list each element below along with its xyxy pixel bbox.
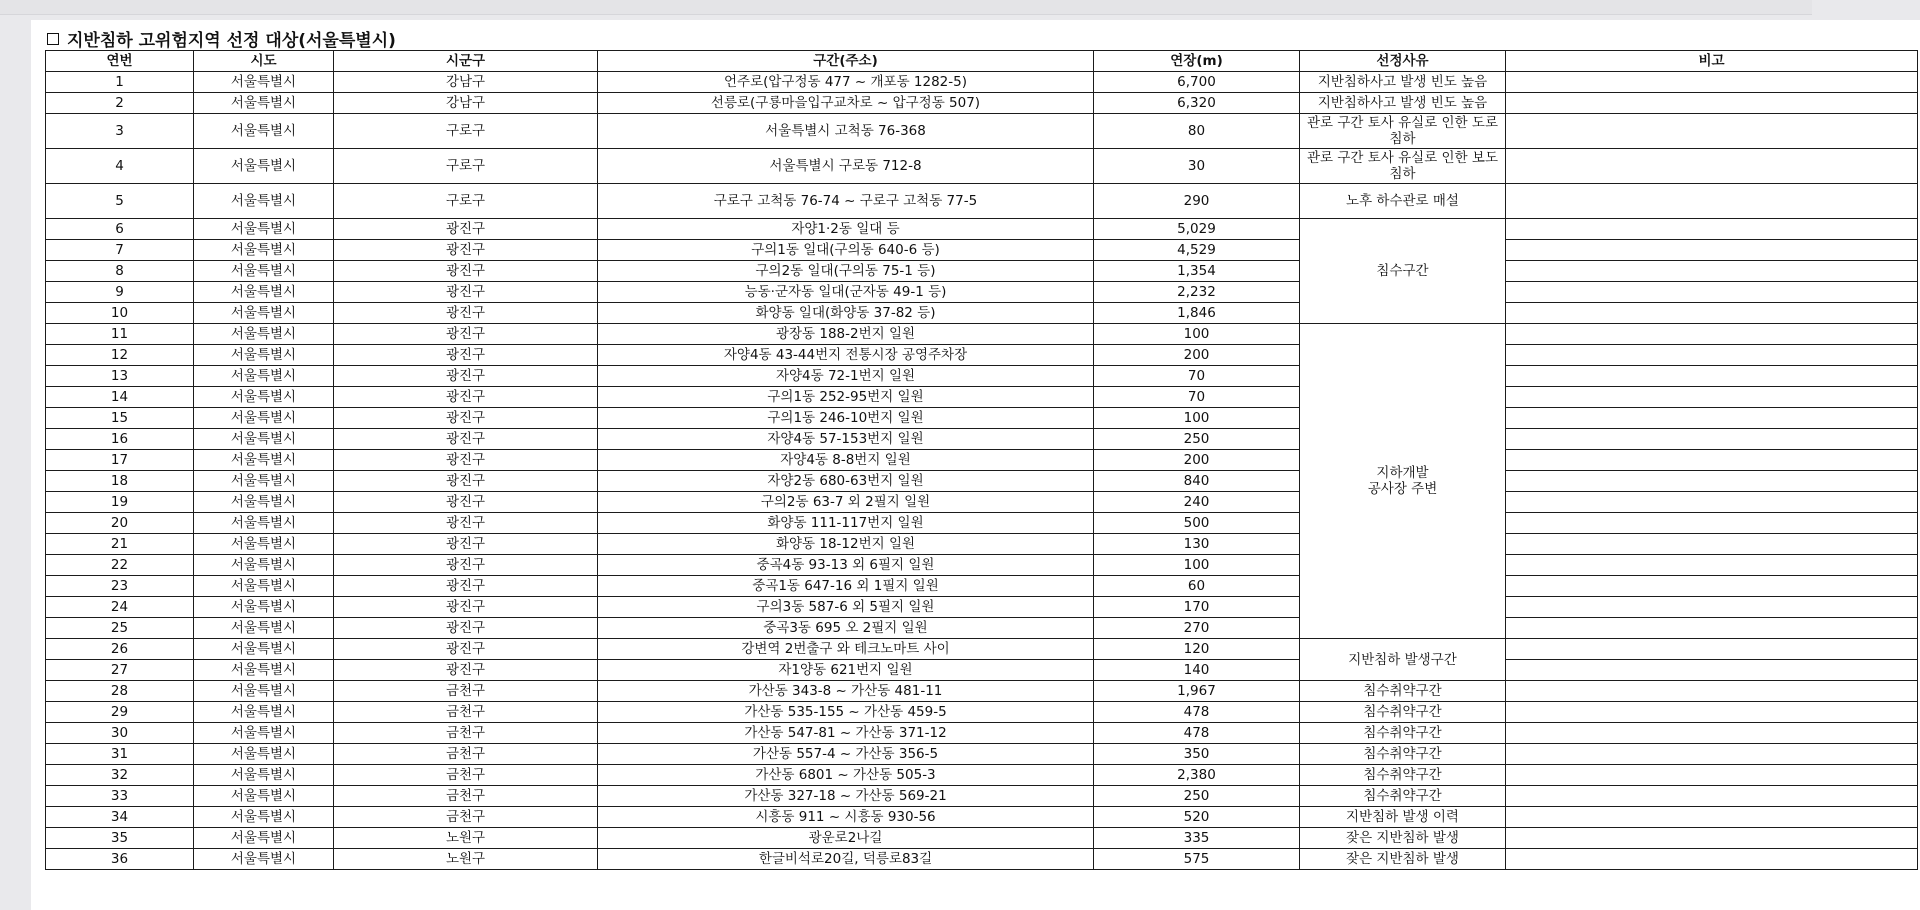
table-row [46,184,1918,219]
cell-sigungu: 금천구 [334,702,598,723]
cell-no: 10 [46,303,194,324]
cell-sido: 서울특별시 [194,429,334,450]
cell-note [1506,282,1918,303]
cell-sigungu: 구로구 [334,114,598,149]
cell-no: 17 [46,450,194,471]
cell-no: 34 [46,807,194,828]
cell-no: 14 [46,387,194,408]
cell-no: 27 [46,660,194,681]
cell-sido: 서울특별시 [194,345,334,366]
document-page [31,20,1920,910]
table-row [46,534,1918,555]
cell-no: 20 [46,513,194,534]
cell-note [1506,639,1918,660]
cell-note [1506,408,1918,429]
table-row [46,744,1918,765]
cell-length: 1,967 [1094,681,1300,702]
cell-sido: 서울특별시 [194,513,334,534]
cell-sido: 서울특별시 [194,492,334,513]
cell-no: 12 [46,345,194,366]
cell-section: 자양4동 57-153번지 일원 [598,429,1094,450]
cell-length: 250 [1094,786,1300,807]
cell-reason: 지하개발 공사장 주변 [1300,324,1506,639]
cell-section: 자양1·2동 일대 등 [598,219,1094,240]
table-row [46,723,1918,744]
cell-note [1506,744,1918,765]
cell-note [1506,429,1918,450]
cell-length: 170 [1094,597,1300,618]
header-no: 연번 [46,51,194,72]
table-row [46,639,1918,660]
cell-section: 광장동 188-2번지 일원 [598,324,1094,345]
cell-note [1506,219,1918,240]
cell-sigungu: 광진구 [334,429,598,450]
cell-sido: 서울특별시 [194,282,334,303]
cell-section: 시흥동 911 ~ 시흥동 930-56 [598,807,1094,828]
cell-sido: 서울특별시 [194,261,334,282]
cell-sigungu: 광진구 [334,450,598,471]
cell-section: 선릉로(구룡마을입구교차로 ~ 압구정동 507) [598,93,1094,114]
cell-sido: 서울특별시 [194,149,334,184]
table-row [46,660,1918,681]
cell-note [1506,807,1918,828]
cell-sigungu: 금천구 [334,786,598,807]
cell-length: 5,029 [1094,219,1300,240]
cell-length: 250 [1094,429,1300,450]
table-row [46,345,1918,366]
cell-sido: 서울특별시 [194,93,334,114]
cell-sido: 서울특별시 [194,534,334,555]
header-note: 비고 [1506,51,1918,72]
cell-note [1506,450,1918,471]
cell-section: 서울특별시 고척동 76-368 [598,114,1094,149]
cell-section: 자양4동 72-1번지 일원 [598,366,1094,387]
cell-section: 가산동 535-155 ~ 가산동 459-5 [598,702,1094,723]
cell-no: 24 [46,597,194,618]
table-row [46,149,1918,184]
table-row [46,828,1918,849]
checkbox-square-icon [47,33,59,45]
cell-sigungu: 구로구 [334,184,598,219]
cell-length: 1,354 [1094,261,1300,282]
table-row [46,597,1918,618]
cell-length: 70 [1094,366,1300,387]
cell-section: 구의2동 63-7 외 2필지 일원 [598,492,1094,513]
table-row [46,849,1918,870]
cell-note [1506,261,1918,282]
cell-note [1506,149,1918,184]
cell-sido: 서울특별시 [194,576,334,597]
cell-reason: 노후 하수관로 매설 [1300,184,1506,219]
cell-sido: 서울특별시 [194,184,334,219]
table-row [46,471,1918,492]
cell-reason: 지반침하사고 발생 빈도 높음 [1300,93,1506,114]
cell-section: 한글비석로20길, 덕릉로83길 [598,849,1094,870]
cell-section: 언주로(압구정동 477 ~ 개포동 1282-5) [598,72,1094,93]
cell-sigungu: 광진구 [334,261,598,282]
cell-sido: 서울특별시 [194,828,334,849]
cell-reason: 침수취약구간 [1300,786,1506,807]
cell-sido: 서울특별시 [194,807,334,828]
cell-note [1506,765,1918,786]
cell-reason: 관로 구간 토사 유실로 인한 도로 침하 [1300,114,1506,149]
cell-length: 2,232 [1094,282,1300,303]
cell-sido: 서울특별시 [194,744,334,765]
cell-sigungu: 금천구 [334,765,598,786]
cell-no: 28 [46,681,194,702]
header-length: 연장(m) [1094,51,1300,72]
cell-section: 중곡4동 93-13 외 6필지 일원 [598,555,1094,576]
cell-sigungu: 광진구 [334,345,598,366]
cell-no: 15 [46,408,194,429]
cell-note [1506,828,1918,849]
cell-sigungu: 광진구 [334,219,598,240]
table-row [46,93,1918,114]
cell-length: 130 [1094,534,1300,555]
document-title [47,26,396,51]
cell-note [1506,681,1918,702]
table-row [46,576,1918,597]
table-row [46,681,1918,702]
cell-note [1506,240,1918,261]
cell-no: 16 [46,429,194,450]
cell-no: 35 [46,828,194,849]
cell-note [1506,471,1918,492]
cell-sido: 서울특별시 [194,366,334,387]
cell-length: 240 [1094,492,1300,513]
table-row [46,702,1918,723]
cell-no: 36 [46,849,194,870]
cell-note [1506,492,1918,513]
cell-no: 19 [46,492,194,513]
cell-sido: 서울특별시 [194,849,334,870]
cell-note [1506,513,1918,534]
cell-length: 100 [1094,324,1300,345]
cell-sigungu: 금천구 [334,744,598,765]
cell-sigungu: 광진구 [334,555,598,576]
cell-section: 가산동 547-81 ~ 가산동 371-12 [598,723,1094,744]
table-row [46,492,1918,513]
cell-length: 100 [1094,555,1300,576]
cell-section: 구로구 고척동 76-74 ~ 구로구 고척동 77-5 [598,184,1094,219]
cell-section: 가산동 327-18 ~ 가산동 569-21 [598,786,1094,807]
cell-no: 7 [46,240,194,261]
cell-length: 100 [1094,408,1300,429]
cell-no: 31 [46,744,194,765]
cell-no: 1 [46,72,194,93]
cell-no: 4 [46,149,194,184]
cell-no: 30 [46,723,194,744]
table-row [46,807,1918,828]
cell-length: 350 [1094,744,1300,765]
cell-section: 중곡3동 695 오 2필지 일원 [598,618,1094,639]
cell-length: 478 [1094,702,1300,723]
table-row [46,240,1918,261]
cell-note [1506,723,1918,744]
cell-sigungu: 광진구 [334,576,598,597]
cell-no: 13 [46,366,194,387]
header-sido: 시도 [194,51,334,72]
cell-section: 구의1동 252-95번지 일원 [598,387,1094,408]
cell-section: 구의3동 587-6 외 5필지 일원 [598,597,1094,618]
cell-note [1506,114,1918,149]
cell-sigungu: 광진구 [334,513,598,534]
cell-sido: 서울특별시 [194,324,334,345]
cell-length: 6,700 [1094,72,1300,93]
cell-section: 화양동 일대(화양동 37-82 등) [598,303,1094,324]
cell-reason: 침수취약구간 [1300,681,1506,702]
table-body [46,72,1918,870]
table-row [46,324,1918,345]
cell-length: 290 [1094,184,1300,219]
cell-sigungu: 광진구 [334,240,598,261]
cell-sido: 서울특별시 [194,681,334,702]
cell-section: 자1양동 621번지 일원 [598,660,1094,681]
cell-reason: 침수취약구간 [1300,723,1506,744]
table-row [46,72,1918,93]
cell-no: 33 [46,786,194,807]
document-title-text: 지반침하 고위험지역 선정 대상(서울특별시) [67,31,396,51]
table-row [46,765,1918,786]
cell-sido: 서울특별시 [194,765,334,786]
cell-reason: 침수구간 [1300,219,1506,324]
cell-no: 8 [46,261,194,282]
cell-no: 22 [46,555,194,576]
cell-note [1506,324,1918,345]
cell-reason: 침수취약구간 [1300,744,1506,765]
cell-sido: 서울특별시 [194,597,334,618]
cell-length: 520 [1094,807,1300,828]
table-row [46,282,1918,303]
cell-no: 18 [46,471,194,492]
sinkhole-risk-table [45,50,1918,870]
table-row [46,408,1918,429]
cell-note [1506,72,1918,93]
cell-sigungu: 광진구 [334,366,598,387]
cell-sigungu: 광진구 [334,282,598,303]
cell-length: 200 [1094,450,1300,471]
cell-section: 중곡1동 647-16 외 1필지 일원 [598,576,1094,597]
header-section: 구간(주소) [598,51,1094,72]
cell-sigungu: 광진구 [334,660,598,681]
cell-sido: 서울특별시 [194,450,334,471]
cell-length: 335 [1094,828,1300,849]
cell-sigungu: 노원구 [334,849,598,870]
cell-note [1506,555,1918,576]
cell-sido: 서울특별시 [194,618,334,639]
cell-section: 자양2동 680-63번지 일원 [598,471,1094,492]
cell-length: 1,846 [1094,303,1300,324]
cell-sido: 서울특별시 [194,303,334,324]
cell-note [1506,93,1918,114]
cell-length: 2,380 [1094,765,1300,786]
cell-sido: 서울특별시 [194,219,334,240]
cell-length: 30 [1094,149,1300,184]
cell-section: 광운로2나길 [598,828,1094,849]
cell-no: 6 [46,219,194,240]
cell-note [1506,597,1918,618]
cell-reason: 침수취약구간 [1300,702,1506,723]
cell-section: 구의1동 일대(구의동 640-6 등) [598,240,1094,261]
table-row [46,513,1918,534]
table-row [46,450,1918,471]
table-row [46,387,1918,408]
header-sigungu: 시군구 [334,51,598,72]
cell-sigungu: 금천구 [334,723,598,744]
cell-sigungu: 광진구 [334,534,598,555]
cell-no: 23 [46,576,194,597]
cell-no: 3 [46,114,194,149]
cell-sido: 서울특별시 [194,72,334,93]
cell-length: 575 [1094,849,1300,870]
cell-sido: 서울특별시 [194,660,334,681]
cell-note [1506,387,1918,408]
cell-note [1506,786,1918,807]
cell-section: 화양동 18-12번지 일원 [598,534,1094,555]
cell-note [1506,576,1918,597]
cell-note [1506,702,1918,723]
cell-section: 강변역 2번출구 와 테크노마트 사이 [598,639,1094,660]
table-row [46,219,1918,240]
cell-length: 478 [1094,723,1300,744]
cell-section: 자양4동 8-8번지 일원 [598,450,1094,471]
table-row [46,303,1918,324]
cell-no: 29 [46,702,194,723]
cell-no: 2 [46,93,194,114]
table-header-row [46,51,1918,72]
cell-sigungu: 금천구 [334,681,598,702]
cell-note [1506,366,1918,387]
cell-no: 25 [46,618,194,639]
cell-no: 26 [46,639,194,660]
cell-sido: 서울특별시 [194,408,334,429]
cell-sigungu: 광진구 [334,492,598,513]
cell-note [1506,618,1918,639]
cell-no: 32 [46,765,194,786]
cell-sido: 서울특별시 [194,240,334,261]
cell-sigungu: 광진구 [334,639,598,660]
cell-note [1506,660,1918,681]
cell-length: 120 [1094,639,1300,660]
cell-section: 가산동 6801 ~ 가산동 505-3 [598,765,1094,786]
cell-section: 구의1동 246-10번지 일원 [598,408,1094,429]
viewer-top-bar [0,0,1812,15]
cell-sigungu: 광진구 [334,324,598,345]
cell-sido: 서울특별시 [194,723,334,744]
cell-sido: 서울특별시 [194,786,334,807]
cell-sigungu: 강남구 [334,93,598,114]
cell-sido: 서울특별시 [194,114,334,149]
cell-sigungu: 광진구 [334,303,598,324]
cell-sigungu: 광진구 [334,387,598,408]
table-row [46,261,1918,282]
cell-length: 200 [1094,345,1300,366]
cell-length: 60 [1094,576,1300,597]
cell-sigungu: 노원구 [334,828,598,849]
cell-reason: 관로 구간 토사 유실로 인한 보도 침하 [1300,149,1506,184]
cell-note [1506,849,1918,870]
cell-sigungu: 강남구 [334,72,598,93]
header-reason: 선정사유 [1300,51,1506,72]
cell-section: 화양동 111-117번지 일원 [598,513,1094,534]
table-row [46,786,1918,807]
cell-sido: 서울특별시 [194,471,334,492]
cell-section: 가산동 557-4 ~ 가산동 356-5 [598,744,1094,765]
table-row [46,555,1918,576]
cell-reason: 지반침하 발생구간 [1300,639,1506,681]
cell-reason: 지반침하사고 발생 빈도 높음 [1300,72,1506,93]
cell-sigungu: 구로구 [334,149,598,184]
table-row [46,366,1918,387]
cell-reason: 잦은 지반침하 발생 [1300,828,1506,849]
cell-reason: 잦은 지반침하 발생 [1300,849,1506,870]
cell-length: 270 [1094,618,1300,639]
cell-no: 5 [46,184,194,219]
cell-section: 구의2동 일대(구의동 75-1 등) [598,261,1094,282]
cell-sido: 서울특별시 [194,639,334,660]
cell-reason: 침수취약구간 [1300,765,1506,786]
cell-length: 140 [1094,660,1300,681]
cell-section: 자양4동 43-44번지 전통시장 공영주차장 [598,345,1094,366]
cell-no: 9 [46,282,194,303]
cell-reason: 지반침하 발생 이력 [1300,807,1506,828]
cell-length: 500 [1094,513,1300,534]
cell-note [1506,345,1918,366]
cell-sido: 서울특별시 [194,702,334,723]
cell-sido: 서울특별시 [194,387,334,408]
cell-note [1506,303,1918,324]
cell-length: 6,320 [1094,93,1300,114]
table-row [46,429,1918,450]
cell-sido: 서울특별시 [194,555,334,576]
cell-length: 4,529 [1094,240,1300,261]
cell-length: 840 [1094,471,1300,492]
table-row [46,618,1918,639]
cell-section: 서울특별시 구로동 712-8 [598,149,1094,184]
cell-note [1506,534,1918,555]
cell-sigungu: 광진구 [334,408,598,429]
cell-sigungu: 광진구 [334,471,598,492]
cell-sigungu: 금천구 [334,807,598,828]
cell-no: 11 [46,324,194,345]
cell-length: 70 [1094,387,1300,408]
cell-length: 80 [1094,114,1300,149]
cell-sigungu: 광진구 [334,597,598,618]
cell-no: 21 [46,534,194,555]
cell-sigungu: 광진구 [334,618,598,639]
cell-section: 능동·군자동 일대(군자동 49-1 등) [598,282,1094,303]
table-row [46,114,1918,149]
cell-note [1506,184,1918,219]
cell-section: 가산동 343-8 ~ 가산동 481-11 [598,681,1094,702]
